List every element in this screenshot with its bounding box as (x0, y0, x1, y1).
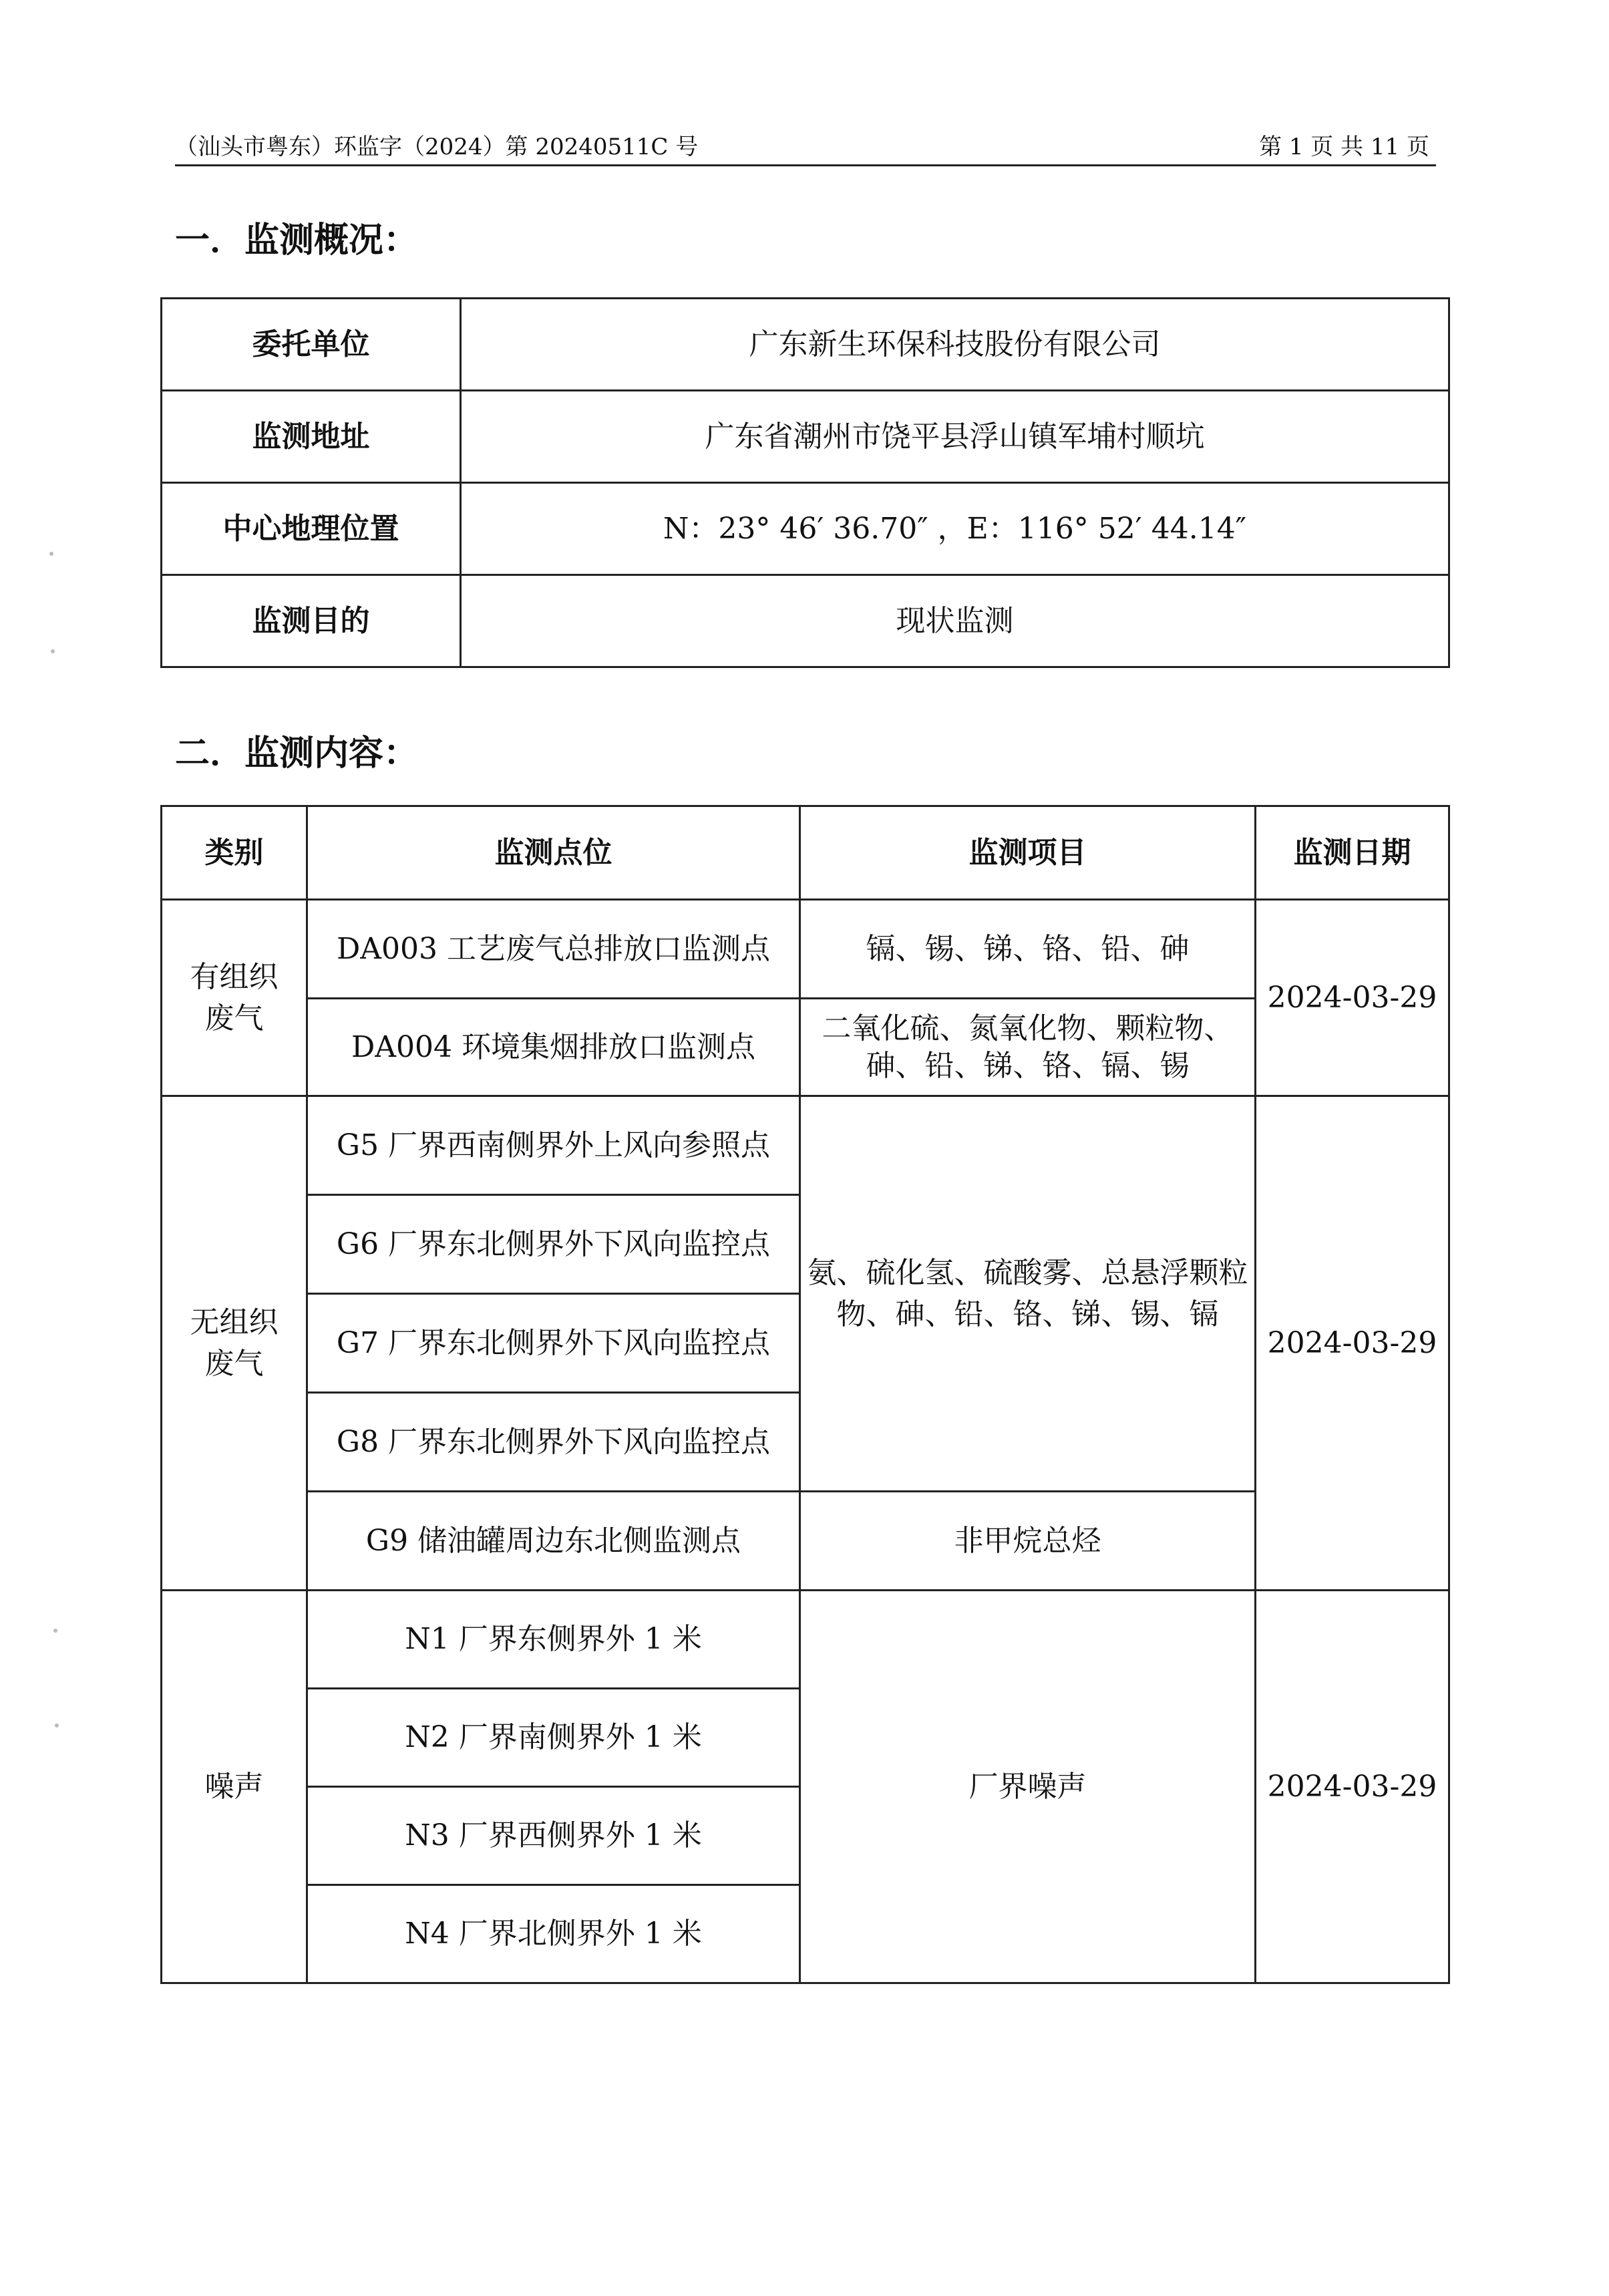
value-location: N：23° 46′ 36.70″ ，E：116° 52′ 44.14″ (461, 483, 1449, 575)
table-header-row (162, 806, 1449, 900)
date-fugitive-gas: 2024-03-29 (1256, 1096, 1449, 1591)
category-noise: 噪声 (162, 1591, 307, 1983)
value-client: 广东新生环保科技股份有限公司 (461, 299, 1449, 391)
table-row (162, 1591, 1449, 1689)
table-row (162, 575, 1449, 667)
point-n4: N4 厂界北侧界外 1 米 (307, 1885, 800, 1983)
point-n1: N1 厂界东侧界外 1 米 (307, 1591, 800, 1689)
point-g8: G8 厂界东北侧界外下风向监控点 (307, 1393, 800, 1492)
scan-mark (49, 552, 53, 556)
header-category: 类别 (162, 806, 307, 900)
page-number: 第 1 页 共 11 页 (1259, 134, 1429, 160)
table-row (162, 391, 1449, 483)
items-da004: 二氧化硫、氮氧化物、颗粒物、砷、铅、锑、铬、镉、锡 (800, 999, 1256, 1096)
date-noise: 2024-03-29 (1256, 1591, 1449, 1983)
point-n2: N2 厂界南侧界外 1 米 (307, 1689, 800, 1787)
header-point: 监测点位 (307, 806, 800, 900)
header-items: 监测项目 (800, 806, 1256, 900)
table-row (162, 1096, 1449, 1195)
value-address: 广东省潮州市饶平县浮山镇军埔村顺坑 (461, 391, 1449, 483)
category-fugitive-gas: 无组织废气 (162, 1096, 307, 1591)
scan-mark (55, 1724, 59, 1728)
document-number: （汕头市粤东）环监字（2024）第 20240511C 号 (175, 134, 699, 160)
point-da004: DA004 环境集烟排放口监测点 (307, 999, 800, 1096)
label-address: 监测地址 (162, 391, 461, 483)
point-g5: G5 厂界西南侧界外上风向参照点 (307, 1096, 800, 1195)
section-title-content: 二．监测内容： (175, 733, 419, 774)
section-title-overview: 一．监测概况： (175, 220, 419, 261)
point-da003: DA003 工艺废气总排放口监测点 (307, 900, 800, 999)
label-purpose: 监测目的 (162, 575, 461, 667)
overview-table (160, 297, 1450, 668)
page-header (175, 132, 1436, 166)
monitoring-content-table (160, 805, 1450, 1984)
label-client: 委托单位 (162, 299, 461, 391)
category-organized-gas: 有组织废气 (162, 900, 307, 1096)
point-g6: G6 厂界东北侧界外下风向监控点 (307, 1195, 800, 1294)
point-g7: G7 厂界东北侧界外下风向监控点 (307, 1294, 800, 1393)
table-row (162, 299, 1449, 391)
scan-mark (53, 1629, 57, 1633)
scan-mark (51, 649, 55, 653)
table-row (162, 900, 1449, 999)
date-organized-gas: 2024-03-29 (1256, 900, 1449, 1096)
label-location: 中心地理位置 (162, 483, 461, 575)
items-g5-g8: 氨、硫化氢、硫酸雾、总悬浮颗粒物、砷、铅、铬、锑、锡、镉 (800, 1096, 1256, 1492)
items-noise: 厂界噪声 (800, 1591, 1256, 1983)
items-da003: 镉、锡、锑、铬、铅、砷 (800, 900, 1256, 999)
point-g9: G9 储油罐周边东北侧监测点 (307, 1492, 800, 1591)
point-n3: N3 厂界西侧界外 1 米 (307, 1787, 800, 1885)
value-purpose: 现状监测 (461, 575, 1449, 667)
header-date: 监测日期 (1256, 806, 1449, 900)
table-row (162, 483, 1449, 575)
items-g9: 非甲烷总烃 (800, 1492, 1256, 1591)
